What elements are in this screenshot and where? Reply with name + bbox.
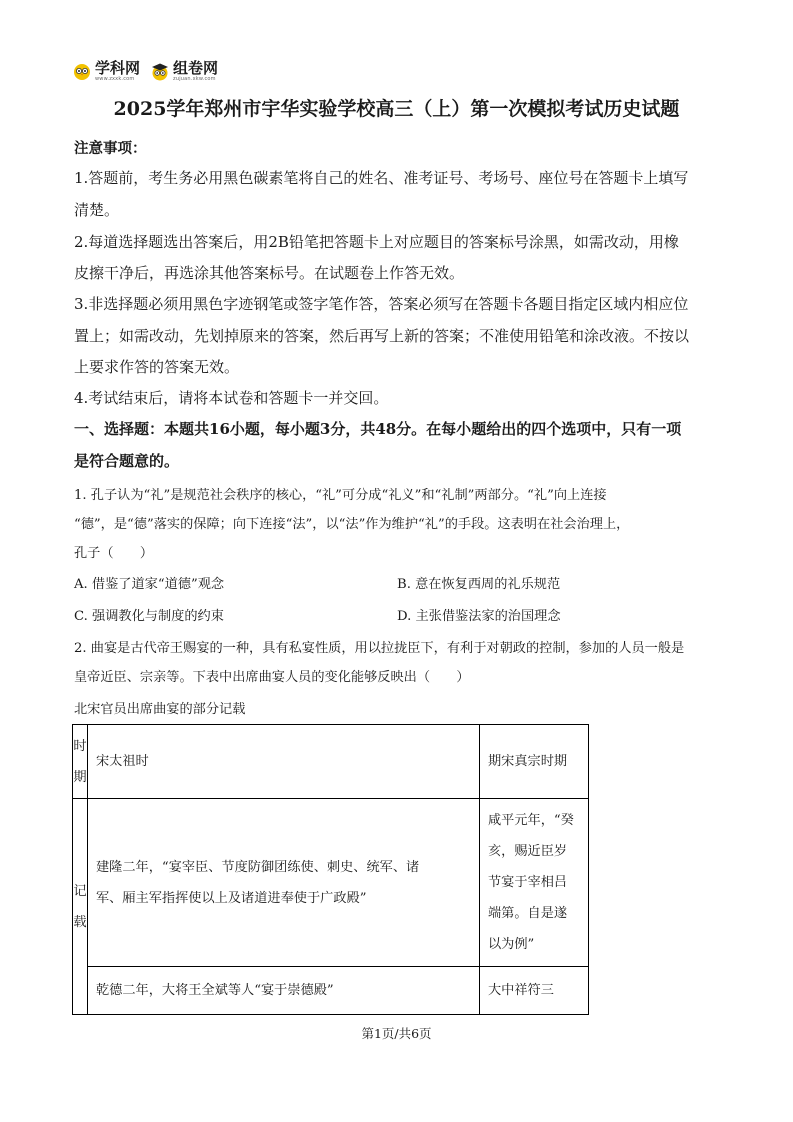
table-cell-taizu-2: 乾德二年，大将王全斌等人“宴于崇德殿” — [88, 967, 480, 1015]
table-header-taizu: 宋太祖时 — [88, 725, 480, 799]
table-cell-zhenzong-2: 大中祥符三 — [480, 967, 589, 1015]
xuekewang-logo — [72, 58, 141, 82]
table-row — [73, 725, 589, 799]
notice-line: 置上；如需改动，先划掉原来的答案，然后再写上新的答案；不准使用铅笔和涂改液。不按以 — [74, 327, 690, 345]
table-cell-line: 以为例” — [488, 937, 535, 952]
table-cell-zhenzong-1 — [480, 799, 589, 967]
notice-line: 4.考试结束后，请将本试卷和答题卡一并交回。 — [74, 389, 389, 407]
record-table — [72, 724, 589, 1015]
question-1-option-d: D. 主张借鉴法家的治国理念 — [397, 609, 561, 624]
table-cell-line: 军、厢主军指挥使以上及诸道进奉使于广政殿” — [96, 890, 367, 906]
table-cell-line: 节宴于宰相吕 — [488, 875, 568, 890]
question-1-line: “德”，是“德”落实的保障；向下连接“法”，以“法”作为维护“礼”的手段。这表明在社会治理上， — [74, 517, 630, 532]
table-row-label-record — [73, 799, 88, 1015]
question-1-option-c: C. 强调教化与制度的约束 — [74, 609, 224, 624]
table-row-label-char: 载 — [73, 914, 87, 930]
question-1-line: 孔子（ ） — [74, 546, 154, 561]
question-1-line: 1. 孔子认为“礼”是规范社会秩序的核心，“礼”可分成“礼义”和“礼制”两部分。“礼”向上连接 — [74, 488, 607, 503]
notice-line: 3.非选择题必须用黑色字迹钢笔或签字笔作答，答案必须写在答题卡各题目指定区域内相应位 — [74, 295, 689, 313]
section-heading-line: 一、选择题：本题共16小题，每小题3分，共48分。在每小题给出的四个选项中，只有一项 — [74, 420, 682, 438]
exam-title: 2025学年郑州市宇华实验学校高三（上）第一次模拟考试历史试题 — [113, 98, 680, 120]
notice-line: 清楚。 — [74, 201, 120, 219]
question-2-line: 皇帝近臣、宗亲等。下表中出席曲宴人员的变化能够反映出（ ） — [74, 670, 470, 685]
table-row — [73, 967, 589, 1015]
publisher-logos — [72, 58, 218, 84]
table-row-label-char: 记 — [73, 883, 87, 899]
xuekewang-logo-name: 学科网 — [95, 58, 141, 77]
zujuanwang-logo-url: zujuan.xkw.com — [173, 75, 216, 82]
question-2-line: 2. 曲宴是古代帝王赐宴的一种，具有私宴性质，用以拉拢臣下，有利于对朝政的控制，参加的人员一般是 — [74, 641, 685, 656]
table-header-period — [73, 725, 88, 799]
section-heading-line: 是符合题意的。 — [74, 452, 180, 470]
zujuanwang-logo — [150, 58, 219, 82]
notice-line: 1.答题前，考生务必用黑色碳素笔将自己的姓名、准考证号、考场号、座位号在答题卡上填写 — [74, 169, 689, 187]
table-cell-line: 亥，赐近臣岁 — [488, 844, 568, 859]
table-row — [73, 799, 589, 967]
graduation-owl-icon — [150, 61, 170, 81]
table-header-period-char: 时 — [73, 738, 87, 754]
page-number: 第1页/共6页 — [361, 1026, 432, 1041]
xuekewang-logo-url: www.zxxk.com — [95, 75, 135, 82]
table-cell-line: 咸平元年，“癸 — [488, 813, 574, 828]
table-cell-line: 端第。自是遂 — [488, 906, 568, 921]
notice-heading: 注意事项： — [74, 140, 147, 157]
notice-line: 上要求作答的答案无效。 — [74, 358, 240, 376]
notice-line: 皮擦干净后，再选涂其他答案标号。在试题卷上作答无效。 — [74, 264, 465, 282]
question-1-option-a: A. 借鉴了道家“道德”观念 — [74, 577, 225, 592]
table-caption: 北宋官员出席曲宴的部分记载 — [74, 702, 246, 717]
table-cell-line: 建隆二年，“宴宰臣、节度防御团练使、刺史、统军、诸 — [96, 859, 420, 875]
owl-icon — [72, 61, 92, 81]
table-cell-taizu-1 — [88, 799, 480, 967]
table-header-period-char: 期 — [73, 769, 87, 785]
notice-line: 2.每道选择题选出答案后，用2B铅笔把答题卡上对应题目的答案标号涂黑，如需改动，用橡 — [74, 233, 679, 251]
table-header-zhenzong: 期宋真宗时期 — [480, 725, 589, 799]
zujuanwang-logo-name: 组卷网 — [173, 58, 219, 77]
question-1-option-b: B. 意在恢复西周的礼乐规范 — [397, 577, 561, 592]
